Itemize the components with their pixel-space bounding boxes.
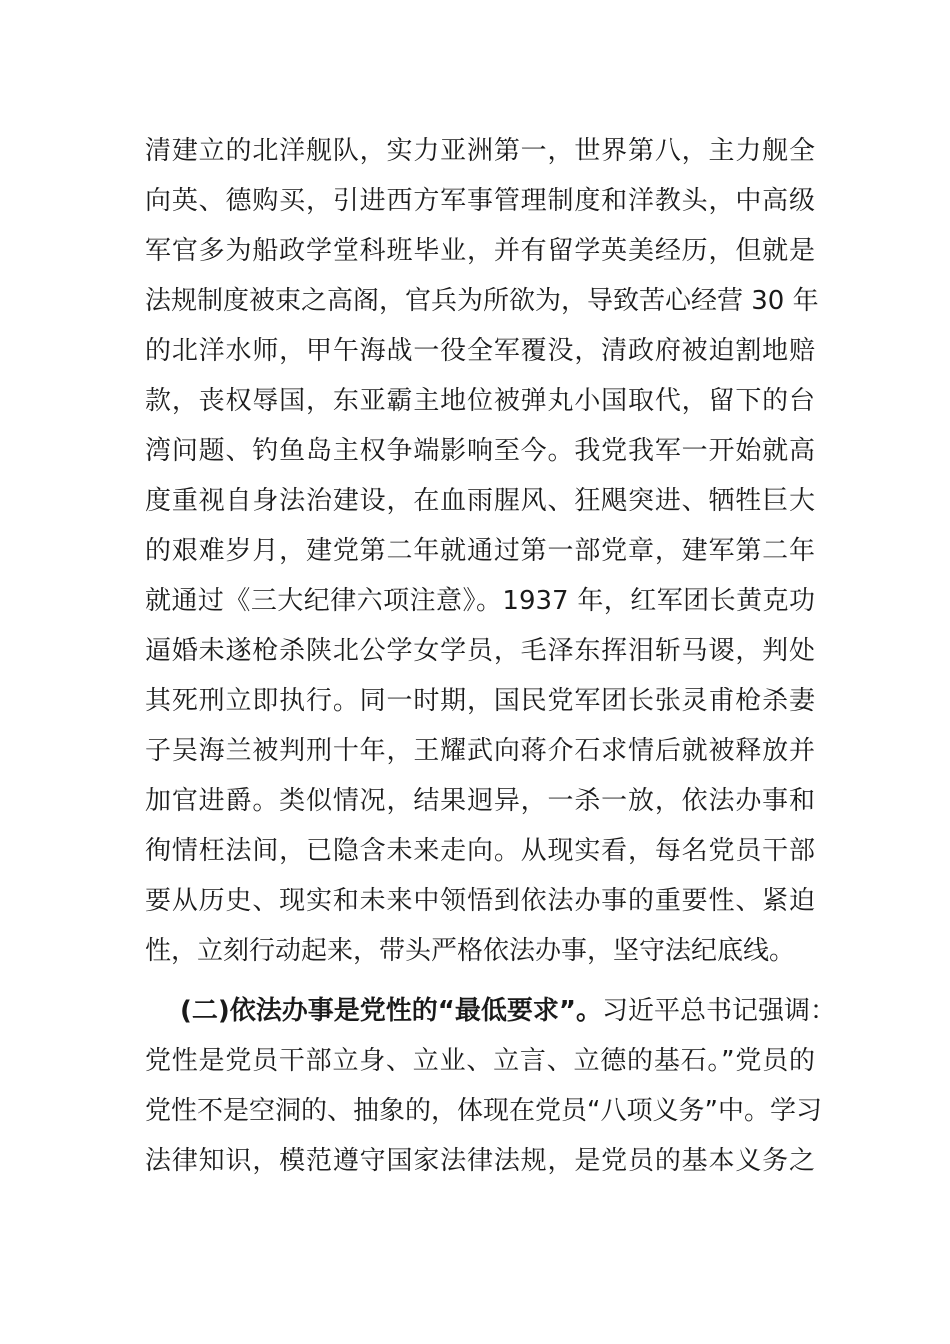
text-line: 加官进爵。类似情况，结果迥异，一杀一放，依法办事和 (145, 786, 815, 816)
text-line: 法规制度被束之高阁，官兵为所欲为，导致苦心经营 30 年 (145, 286, 819, 316)
text-line: 湾问题、钓鱼岛主权争端影响至今。我党我军一开始就高 (145, 436, 815, 466)
paragraph-first-line (180, 993, 836, 1029)
text-line: 要从历史、现实和未来中领悟到依法办事的重要性、紧迫 (145, 886, 815, 916)
text-line: 就通过《三大纪律六项注意》。1937 年，红军团长黄克功 (145, 586, 815, 616)
text-line: 子吴海兰被判刑十年，王耀武向蒋介石求情后就被释放并 (145, 736, 815, 766)
text-line: 军官多为船政学堂科班毕业，并有留学英美经历，但就是 (145, 236, 815, 266)
heading-followup-text: 习近平总书记强调： (601, 996, 836, 1026)
text-line: 性，立刻行动起来，带头严格依法办事，坚守法纪底线。 (145, 936, 796, 966)
text-line: 党性不是空洞的、抽象的，体现在党员“八项义务”中。学习 (145, 1096, 822, 1126)
text-line: 度重视自身法治建设，在血雨腥风、狂飓突进、牺牲巨大 (145, 486, 815, 516)
text-line: 逼婚未遂枪杀陕北公学女学员，毛泽东挥泪斩马谡，判处 (145, 636, 815, 666)
section-heading: (二)依法办事是党性的“最低要求”。 (180, 996, 602, 1026)
text-line: 徇情枉法间，已隐含未来走向。从现实看，每名党员干部 (145, 836, 815, 866)
text-line: 法律知识，模范遵守国家法律法规，是党员的基本义务之 (145, 1146, 815, 1176)
text-line: 清建立的北洋舰队，实力亚洲第一，世界第八，主力舰全 (145, 136, 815, 166)
text-line: 的北洋水师，甲午海战一役全军覆没，清政府被迫割地赔 (145, 336, 815, 366)
text-line: 款，丧权辱国，东亚霸主地位被弹丸小国取代，留下的台 (145, 386, 815, 416)
text-line: 的艰难岁月，建党第二年就通过第一部党章，建军第二年 (145, 536, 815, 566)
text-line: 党性是党员干部立身、立业、立言、立德的基石。”党员的 (145, 1046, 815, 1076)
text-line: 向英、德购买，引进西方军事管理制度和洋教头，中高级 (145, 186, 815, 216)
text-line: 其死刑立即执行。同一时期，国民党军团长张灵甫枪杀妻 (145, 686, 815, 716)
